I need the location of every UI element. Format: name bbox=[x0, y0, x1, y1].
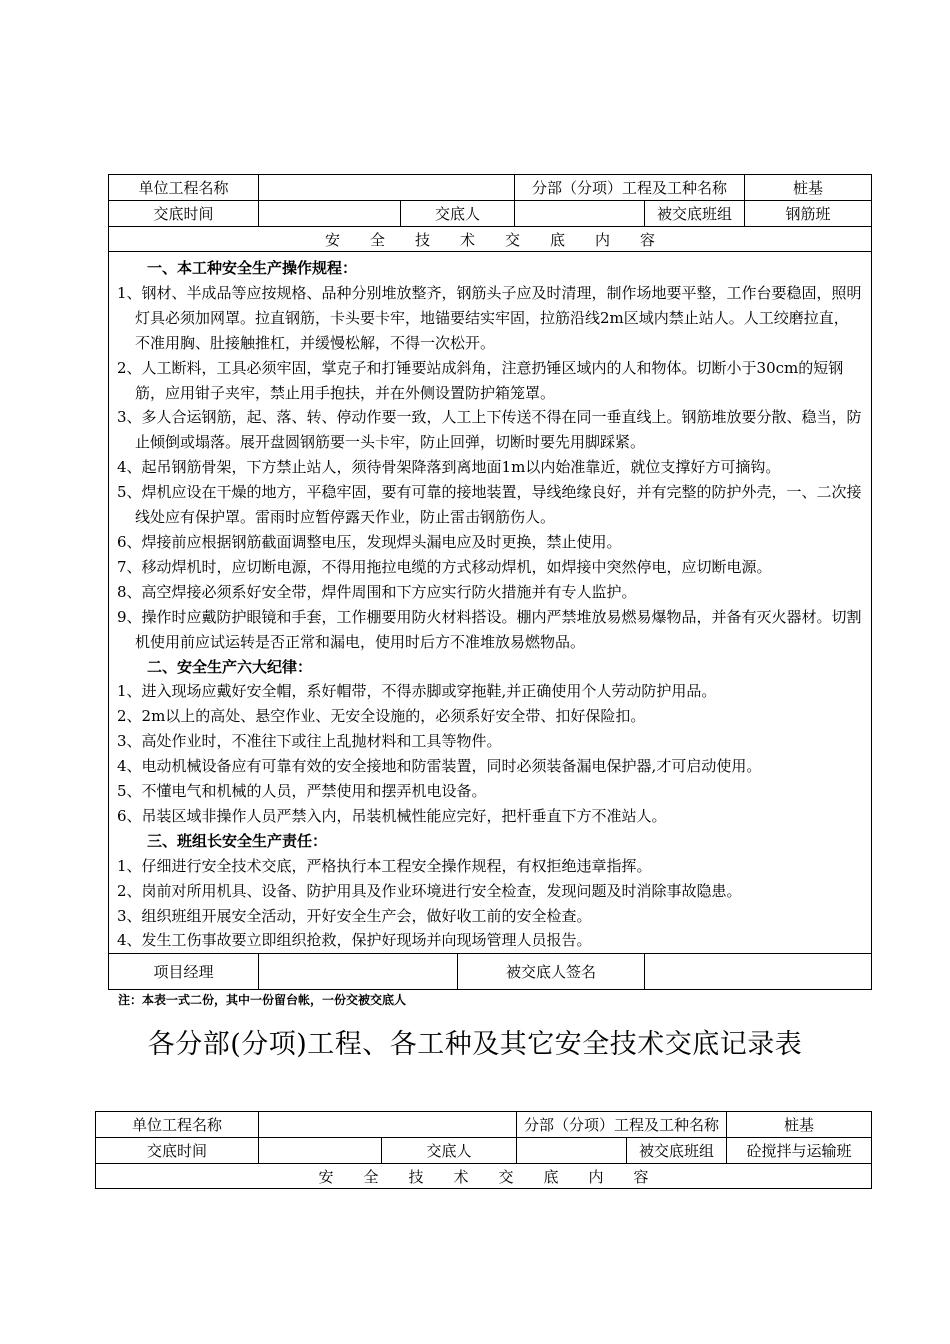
discloser-value[interactable] bbox=[517, 1138, 627, 1164]
team-label: 被交底班组 bbox=[645, 201, 745, 227]
rule-item: 4、电动机械设备应有可靠有效的安全接地和防雷装置，同时必须装备漏电保护器,才可启动使用。 bbox=[117, 757, 762, 776]
rule-item: 7、移动焊机时，应切断电源，不得用拖拉电缆的方式移动焊机，如焊接中突然停电，应切断电源。 bbox=[117, 557, 772, 576]
rule-item: 6、吊装区域非操作人员严禁入内，吊装机械性能应完好，把杆垂直下方不准站人。 bbox=[117, 806, 667, 825]
rule-item: 1、进入现场应戴好安全帽，系好帽带，不得赤脚或穿拖鞋,并正确使用个人劳动防护用品。 bbox=[117, 682, 717, 701]
rule-item: 3、高处作业时，不准往下或往上乱抛材料和工具等物件。 bbox=[117, 732, 502, 751]
section-heading: 一、本工种安全生产操作规程： bbox=[147, 259, 358, 277]
subproject-value[interactable]: 桩基 bbox=[745, 175, 872, 201]
rule-item: 1、仔细进行安全技术交底，严格执行本工程安全操作规程，有权拒绝违章指挥。 bbox=[117, 856, 652, 875]
rule-item: 3、组织班组开展安全活动，开好安全生产会，做好收工前的安全检查。 bbox=[117, 906, 592, 925]
disclosure-table-2 bbox=[95, 1111, 872, 1189]
rule-item: 1、钢材、半成品等应按规格、品种分别堆放整齐，钢筋头子应及时清理，制作场地要平整，工作台要稳固，照明灯具必须加网罩。拉直钢筋，卡头要卡牢，地锚要结实牢固，拉筋沿线2m区域内禁止站人。人工绞磨拉直，不准用胸、肚接触推杠，并缓慢松解，不得一次松开。 bbox=[117, 283, 862, 352]
content-header: 安全技术交底内容 bbox=[96, 1164, 872, 1189]
team-value[interactable]: 砼搅拌与运输班 bbox=[727, 1138, 872, 1164]
rule-item: 2、人工断料，工具必须牢固，掌克子和打锤要站成斜角，注意扔锤区域内的人和物体。切断小于30cm的短钢筋，应用钳子夹牢，禁止用手抱扶，并在外侧设置防护箱笼罩。 bbox=[117, 358, 844, 402]
signee-label: 被交底人签名 bbox=[458, 954, 645, 990]
discloser-label: 交底人 bbox=[401, 201, 515, 227]
rule-item: 5、焊机应设在干燥的地方，平稳牢固，要有可靠的接地装置，导线绝缘良好，并有完整的防护外壳，一、二次接线处应有保护罩。雷雨时应暂停露天作业，防止雷击钢筋伤人。 bbox=[117, 483, 862, 527]
rule-item: 6、焊接前应根据钢筋截面调整电压，发现焊头漏电应及时更换，禁止使用。 bbox=[117, 532, 622, 551]
team-value[interactable]: 钢筋班 bbox=[745, 201, 872, 227]
section-heading: 三、班组长安全生产责任： bbox=[147, 831, 328, 850]
unit-project-value[interactable] bbox=[259, 175, 515, 201]
unit-project-value[interactable] bbox=[259, 1112, 517, 1138]
discloser-label: 交底人 bbox=[382, 1138, 517, 1164]
rule-item: 5、不懂电气和机械的人员，严禁使用和摆弄机电设备。 bbox=[117, 782, 487, 801]
unit-project-label: 单位工程名称 bbox=[109, 175, 259, 201]
discloser-value[interactable] bbox=[515, 201, 645, 227]
disclosure-time-value[interactable] bbox=[259, 1138, 382, 1164]
rule-item: 9、操作时应戴防护眼镜和手套，工作棚要用防火材料搭设。棚内严禁堆放易燃易爆物品，并备有灭火器材。切割机使用前应试运转是否正常和漏电，使用时后方不准堆放易燃物品。 bbox=[117, 607, 862, 651]
project-manager-value[interactable] bbox=[259, 954, 458, 990]
subproject-label: 分部（分项）工程及工种名称 bbox=[517, 1112, 727, 1138]
disclosure-time-label: 交底时间 bbox=[96, 1138, 259, 1164]
team-label: 被交底班组 bbox=[627, 1138, 727, 1164]
content-header: 安全技术交底内容 bbox=[109, 227, 872, 252]
safety-content bbox=[109, 252, 872, 954]
table-note: 注：本表一式二份，其中一份留台帐，一份交被交底人 bbox=[118, 993, 407, 1007]
rule-item: 2、岗前对所用机具、设备、防护用具及作业环境进行安全检查，发现问题及时消除事故隐患。 bbox=[117, 881, 742, 900]
unit-project-label: 单位工程名称 bbox=[96, 1112, 259, 1138]
signee-value[interactable] bbox=[645, 954, 872, 990]
page-title: 各分部(分项)工程、各工种及其它安全技术交底记录表 bbox=[147, 1029, 803, 1060]
section-heading: 二、安全生产六大纪律： bbox=[147, 657, 313, 676]
rule-item: 4、发生工伤事故要立即组织抢救，保护好现场并向现场管理人员报告。 bbox=[117, 931, 592, 950]
disclosure-table-1 bbox=[108, 174, 872, 990]
disclosure-time-value[interactable] bbox=[259, 201, 401, 227]
rule-item: 4、起吊钢筋骨架，下方禁止站人，须待骨架降落到离地面1m以内始准靠近，就位支撑好方可摘钩。 bbox=[117, 458, 781, 477]
project-manager-label: 项目经理 bbox=[109, 954, 259, 990]
subproject-label: 分部（分项）工程及工种名称 bbox=[515, 175, 745, 201]
subproject-value[interactable]: 桩基 bbox=[727, 1112, 872, 1138]
disclosure-time-label: 交底时间 bbox=[109, 201, 259, 227]
rule-item: 2、2m以上的高处、悬空作业、无安全设施的，必须系好安全带、扣好保险扣。 bbox=[117, 707, 646, 726]
rule-item: 8、高空焊接必须系好安全带，焊件周围和下方应实行防火措施并有专人监护。 bbox=[117, 582, 637, 601]
rule-item: 3、多人合运钢筋，起、落、转、停动作要一致，人工上下传送不得在同一垂直线上。钢筋堆放要分散、稳当，防止倾倒或塌落。展开盘圆钢筋要一头卡牢，防止回弹，切断时要先用脚踩紧。 bbox=[117, 408, 862, 452]
